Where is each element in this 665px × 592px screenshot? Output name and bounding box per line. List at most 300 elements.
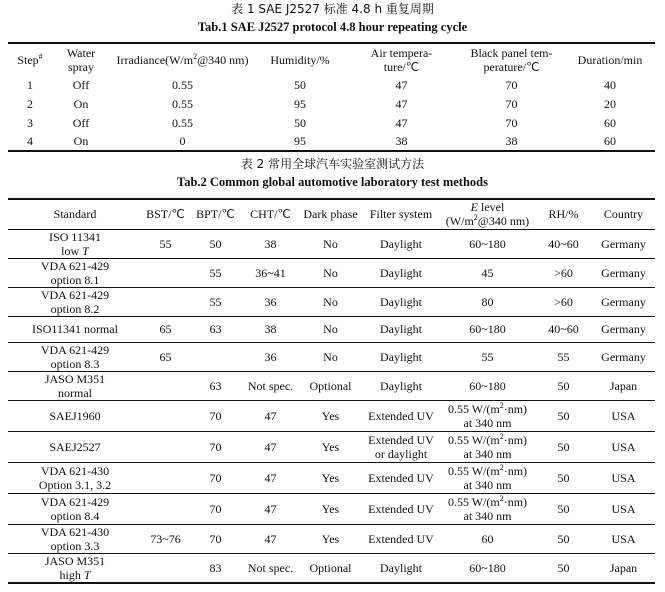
cell-text: 47 xyxy=(395,96,408,111)
cell-text: 0.55 xyxy=(172,77,193,92)
cell-text: Extended UV xyxy=(368,408,434,423)
table-cell xyxy=(8,258,142,287)
cell-text: 40~60 xyxy=(548,236,579,251)
table-cell xyxy=(52,113,110,132)
superscript: 2 xyxy=(473,213,478,223)
cell-text: Daylight xyxy=(380,349,422,364)
table1-caption-en: Tab.1 SAE J2527 protocol 4.8 hour repeating cycle xyxy=(197,20,468,34)
cell-text: 55 xyxy=(209,265,222,280)
table2-body xyxy=(8,229,655,583)
cell-text: option 8.1 xyxy=(50,272,100,287)
cell-text: 60~180 xyxy=(469,378,506,393)
cell-text: 60~180 xyxy=(469,560,506,575)
table-cell xyxy=(362,493,440,524)
table2 xyxy=(8,198,655,584)
cell-text: 20 xyxy=(604,96,616,111)
cell-text: 70 xyxy=(209,408,222,423)
cell-text: Duration/min xyxy=(577,52,643,67)
cell-text: 60~180 xyxy=(469,236,506,251)
table-cell xyxy=(142,431,189,462)
column-header xyxy=(458,43,565,75)
cell-text: Option 3.1, 3.2 xyxy=(38,477,112,492)
table-row xyxy=(8,287,655,316)
cell-text: Germany xyxy=(601,265,646,280)
cell-text: 2 xyxy=(27,96,33,111)
cell-text: JASO M351 xyxy=(44,553,106,568)
cell-text: @340 nm) xyxy=(197,52,249,67)
table-cell xyxy=(242,316,299,342)
cell-text: Germany xyxy=(601,294,646,309)
cell-text: Not spec. xyxy=(247,560,294,575)
cell-text: 4 xyxy=(27,134,33,148)
cell-text: Extended UV xyxy=(368,501,434,516)
table-cell xyxy=(440,524,535,553)
cell-text: 50 xyxy=(557,439,570,454)
table-cell xyxy=(592,287,655,316)
table2-header xyxy=(8,199,655,229)
table-cell xyxy=(535,493,592,524)
table-cell xyxy=(110,113,255,132)
cell-text: 73~76 xyxy=(150,531,181,546)
cell-text: USA xyxy=(611,439,636,454)
cell-text: 55 xyxy=(557,349,570,364)
cell-text: 50 xyxy=(294,77,306,92)
cell-text: 38 xyxy=(264,322,277,336)
cell-text: ·nm) xyxy=(503,494,528,509)
cell-text: T xyxy=(82,243,89,258)
table-cell xyxy=(142,371,189,400)
table-cell xyxy=(8,113,52,132)
cell-text: CHT/℃ xyxy=(250,207,291,222)
cell-text: VDA 621-430 xyxy=(40,524,110,539)
table-cell xyxy=(189,342,242,371)
cell-text: SAEJ2527 xyxy=(49,439,101,454)
column-header xyxy=(535,199,592,229)
cell-text: ISO11341 normal xyxy=(32,322,118,336)
superscript: 2 xyxy=(499,431,504,441)
table-cell xyxy=(535,258,592,287)
cell-text: Off xyxy=(72,77,90,92)
cell-text: Yes xyxy=(321,408,340,423)
cell-text: 65 xyxy=(159,349,172,364)
table-cell xyxy=(535,462,592,493)
cell-text: Country xyxy=(603,207,644,222)
cell-text: 55 xyxy=(481,349,494,364)
table-cell xyxy=(255,132,345,151)
table-cell xyxy=(592,229,655,258)
table-cell xyxy=(142,400,189,431)
cell-text: Japan xyxy=(609,378,638,393)
cell-text: USA xyxy=(611,470,636,485)
table1-header xyxy=(8,43,655,75)
table-cell xyxy=(362,229,440,258)
column-header xyxy=(8,199,142,229)
cell-text: No xyxy=(323,322,338,336)
table-cell xyxy=(345,94,458,113)
table-cell xyxy=(242,524,299,553)
table-cell xyxy=(189,316,242,342)
table-cell xyxy=(362,342,440,371)
table-cell xyxy=(189,493,242,524)
table-cell xyxy=(440,258,535,287)
cell-text: 38 xyxy=(264,236,277,251)
table-cell xyxy=(535,287,592,316)
table-cell xyxy=(142,287,189,316)
table-row xyxy=(8,113,655,132)
cell-text: USA xyxy=(611,531,636,546)
table-cell xyxy=(299,524,362,553)
cell-text: 50 xyxy=(209,236,222,251)
cell-text: 0.55 W/(m xyxy=(447,401,500,416)
table-cell xyxy=(8,316,142,342)
table-cell xyxy=(345,113,458,132)
cell-text: at 340 nm xyxy=(463,508,512,523)
table-cell xyxy=(440,287,535,316)
table-cell xyxy=(362,400,440,431)
cell-text: USA xyxy=(611,408,636,423)
cell-text: BST/℃ xyxy=(146,207,185,222)
table-cell xyxy=(299,493,362,524)
cell-text: 50 xyxy=(557,470,570,485)
superscript: # xyxy=(38,51,43,61)
table-cell xyxy=(362,553,440,583)
cell-text: 50 xyxy=(294,115,306,130)
table-cell xyxy=(592,258,655,287)
column-header xyxy=(110,43,255,75)
table-cell xyxy=(8,400,142,431)
cell-text: 70 xyxy=(209,439,222,454)
table-cell xyxy=(458,94,565,113)
cell-text: E xyxy=(470,200,478,215)
cell-text: 95 xyxy=(294,134,306,148)
column-header xyxy=(242,199,299,229)
column-header xyxy=(362,199,440,229)
cell-text: ISO 11341 xyxy=(49,229,101,244)
table-cell xyxy=(440,229,535,258)
table-cell xyxy=(189,287,242,316)
cell-text: No xyxy=(323,265,338,280)
table-row xyxy=(8,462,655,493)
table-cell xyxy=(242,400,299,431)
cell-text: 0.55 xyxy=(172,115,193,130)
cell-text: Daylight xyxy=(380,322,422,336)
table-cell xyxy=(242,371,299,400)
cell-text: Extended UV xyxy=(368,470,434,485)
table2-caption-cn: 表 2 常用全球汽车实验室测试方法 xyxy=(240,157,425,171)
cell-text: Optional xyxy=(309,560,352,575)
table-cell xyxy=(535,431,592,462)
table-cell xyxy=(592,553,655,583)
cell-text: Step xyxy=(17,52,39,67)
table-cell xyxy=(362,462,440,493)
table-cell xyxy=(362,258,440,287)
table-cell xyxy=(362,524,440,553)
cell-text: Dark phase xyxy=(303,207,358,222)
table-row xyxy=(8,524,655,553)
cell-text: 70 xyxy=(505,96,518,111)
table-cell xyxy=(242,229,299,258)
table-cell xyxy=(8,287,142,316)
cell-text: 1 xyxy=(27,77,33,92)
cell-text: Daylight xyxy=(380,294,422,309)
cell-text: 70 xyxy=(505,115,518,130)
column-header xyxy=(440,199,535,229)
cell-text: No xyxy=(323,294,338,309)
table2-caption-en: Tab.2 Common global automotive laboratory test methods xyxy=(177,175,488,189)
table-cell xyxy=(345,132,458,151)
superscript: 2 xyxy=(499,493,504,503)
table-cell xyxy=(299,400,362,431)
table-cell xyxy=(299,229,362,258)
table1 xyxy=(8,42,655,152)
table-cell xyxy=(189,553,242,583)
cell-text: 60 xyxy=(481,531,494,546)
cell-text: 50 xyxy=(557,378,570,393)
cell-text: spray xyxy=(68,59,94,74)
table-cell xyxy=(299,462,362,493)
cell-text: 47 xyxy=(395,115,408,130)
table-cell xyxy=(142,493,189,524)
header-row xyxy=(8,43,655,75)
cell-text: 47 xyxy=(395,77,408,92)
cell-text: Not spec. xyxy=(247,378,294,393)
cell-text: JASO M351 xyxy=(44,371,106,386)
cell-text: >60 xyxy=(554,294,573,309)
cell-text: 55 xyxy=(159,236,172,251)
cell-text: 70 xyxy=(209,470,222,485)
table-cell xyxy=(299,287,362,316)
table-cell xyxy=(458,113,565,132)
table-row xyxy=(8,132,655,151)
cell-text: 50 xyxy=(557,560,570,575)
table-row xyxy=(8,342,655,371)
table1-body xyxy=(8,75,655,151)
table-cell xyxy=(110,75,255,94)
table-cell xyxy=(458,75,565,94)
column-header xyxy=(255,43,345,75)
cell-text: Daylight xyxy=(380,236,422,251)
superscript: 2 xyxy=(193,51,198,61)
table-row xyxy=(8,371,655,400)
table-cell xyxy=(440,400,535,431)
table-cell xyxy=(255,113,345,132)
header-row xyxy=(8,199,655,229)
cell-text: 63 xyxy=(209,378,222,393)
column-header xyxy=(52,43,110,75)
cell-text: VDA 621-429 xyxy=(40,258,110,273)
table-cell xyxy=(8,524,142,553)
cell-text: high xyxy=(59,567,84,582)
cell-text: Standard xyxy=(53,207,97,222)
table1-caption-cn: 表 1 SAE J2527 标准 4.8 h 重复周期 xyxy=(231,2,434,16)
table-cell xyxy=(299,342,362,371)
table-cell xyxy=(592,371,655,400)
table-cell xyxy=(592,316,655,342)
table-cell xyxy=(142,229,189,258)
table-cell xyxy=(52,132,110,151)
cell-text: (W/m xyxy=(445,214,474,229)
table-cell xyxy=(299,431,362,462)
cell-text: 0.55 W/(m xyxy=(447,494,500,509)
cell-text: 60~180 xyxy=(469,322,506,336)
cell-text: @340 nm) xyxy=(477,214,530,229)
cell-text: 55 xyxy=(209,294,222,309)
cell-text: 0 xyxy=(179,134,186,148)
table-cell xyxy=(345,75,458,94)
cell-text: 47 xyxy=(264,408,277,423)
table-cell xyxy=(440,431,535,462)
cell-text: option 8.3 xyxy=(50,356,100,371)
table-cell xyxy=(592,400,655,431)
table-cell xyxy=(592,493,655,524)
cell-text: 3 xyxy=(27,115,33,130)
table-cell xyxy=(189,229,242,258)
table-cell xyxy=(242,553,299,583)
cell-text: 60 xyxy=(604,115,616,130)
column-header xyxy=(565,43,655,75)
table-cell xyxy=(110,132,255,151)
table-cell xyxy=(189,371,242,400)
table-cell xyxy=(458,132,565,151)
cell-text: 40~60 xyxy=(548,322,579,336)
cell-text: Daylight xyxy=(380,265,422,280)
cell-text: >60 xyxy=(554,265,573,280)
table-cell xyxy=(142,258,189,287)
cell-text: VDA 621-429 xyxy=(40,342,110,357)
table-cell xyxy=(242,493,299,524)
cell-text: at 340 nm xyxy=(463,415,512,430)
superscript: 2 xyxy=(499,400,504,410)
cell-text: VDA 621-429 xyxy=(40,494,110,509)
cell-text: 0.55 xyxy=(172,96,193,111)
cell-text: 40 xyxy=(604,77,616,92)
table-row xyxy=(8,400,655,431)
table-cell xyxy=(535,524,592,553)
cell-text: Air tempera- xyxy=(370,45,433,60)
column-header xyxy=(189,199,242,229)
column-header xyxy=(8,43,52,75)
table-cell xyxy=(189,524,242,553)
table-cell xyxy=(8,462,142,493)
cell-text: T xyxy=(83,567,91,582)
table-cell xyxy=(142,316,189,342)
cell-text: 47 xyxy=(264,501,277,516)
table-cell xyxy=(362,287,440,316)
table-cell xyxy=(565,132,655,151)
table-cell xyxy=(440,553,535,583)
table-cell xyxy=(440,493,535,524)
cell-text: level xyxy=(478,200,505,215)
table-cell xyxy=(8,94,52,113)
cell-text: SAEJ1960 xyxy=(49,408,101,423)
cell-text: 45 xyxy=(481,265,494,280)
table-cell xyxy=(440,342,535,371)
table-cell xyxy=(592,431,655,462)
table-cell xyxy=(8,75,52,94)
cell-text: perature/℃ xyxy=(483,59,540,74)
cell-text: at 340 nm xyxy=(463,446,512,461)
table-cell xyxy=(535,342,592,371)
table-row xyxy=(8,258,655,287)
cell-text: 70 xyxy=(209,501,222,516)
table-cell xyxy=(299,258,362,287)
cell-text: Daylight xyxy=(380,560,422,575)
table-cell xyxy=(8,493,142,524)
cell-text: Yes xyxy=(321,501,340,516)
table-cell xyxy=(535,229,592,258)
cell-text: at 340 nm xyxy=(463,477,512,492)
table-cell xyxy=(142,342,189,371)
cell-text: No xyxy=(323,349,338,364)
cell-text: 70 xyxy=(505,77,518,92)
table-cell xyxy=(592,524,655,553)
table-row xyxy=(8,431,655,462)
cell-text: 36~41 xyxy=(255,265,286,280)
table-cell xyxy=(110,94,255,113)
cell-text: 50 xyxy=(557,501,570,516)
cell-text: ture/℃ xyxy=(383,59,420,74)
cell-text: 0.55 W/(m xyxy=(447,432,500,447)
table-row xyxy=(8,229,655,258)
cell-text: 36 xyxy=(264,294,277,309)
cell-text: Black panel tem- xyxy=(470,45,553,60)
cell-text: Yes xyxy=(321,439,340,454)
table-cell xyxy=(52,75,110,94)
cell-text: 70 xyxy=(209,531,222,546)
table-cell xyxy=(8,371,142,400)
cell-text: On xyxy=(73,134,89,148)
table-cell xyxy=(242,342,299,371)
cell-text: Optional xyxy=(309,378,352,393)
table-cell xyxy=(255,75,345,94)
cell-text: ·nm) xyxy=(503,432,528,447)
cell-text: option 3.3 xyxy=(50,538,100,553)
cell-text: On xyxy=(73,96,89,111)
cell-text: option 8.2 xyxy=(50,301,100,316)
cell-text: Daylight xyxy=(380,378,422,393)
table-cell xyxy=(565,113,655,132)
cell-text: Japan xyxy=(609,560,638,575)
table-cell xyxy=(189,258,242,287)
cell-text: 95 xyxy=(294,96,306,111)
cell-text: normal xyxy=(58,385,92,400)
table-row xyxy=(8,493,655,524)
table-cell xyxy=(440,371,535,400)
cell-text: Extended UV xyxy=(368,432,434,447)
table-cell xyxy=(440,462,535,493)
table-cell xyxy=(142,462,189,493)
cell-text: 38 xyxy=(395,134,408,148)
cell-text: 60 xyxy=(604,134,616,148)
table-cell xyxy=(565,75,655,94)
cell-text: BPT/℃ xyxy=(196,207,235,222)
cell-text: Off xyxy=(72,115,90,130)
cell-text: 0.55 W/(m xyxy=(447,463,500,478)
table-cell xyxy=(535,553,592,583)
table-cell xyxy=(535,371,592,400)
cell-text: Filter system xyxy=(369,207,433,222)
table-cell xyxy=(592,462,655,493)
cell-text: 38 xyxy=(505,134,518,148)
table-cell xyxy=(8,553,142,583)
cell-text: VDA 621-430 xyxy=(40,463,110,478)
table-cell xyxy=(299,553,362,583)
cell-text: option 8.4 xyxy=(50,508,100,523)
cell-text: 50 xyxy=(557,531,570,546)
cell-text: ·nm) xyxy=(503,401,528,416)
cell-text: 50 xyxy=(557,408,570,423)
cell-text: VDA 621-429 xyxy=(40,287,110,302)
